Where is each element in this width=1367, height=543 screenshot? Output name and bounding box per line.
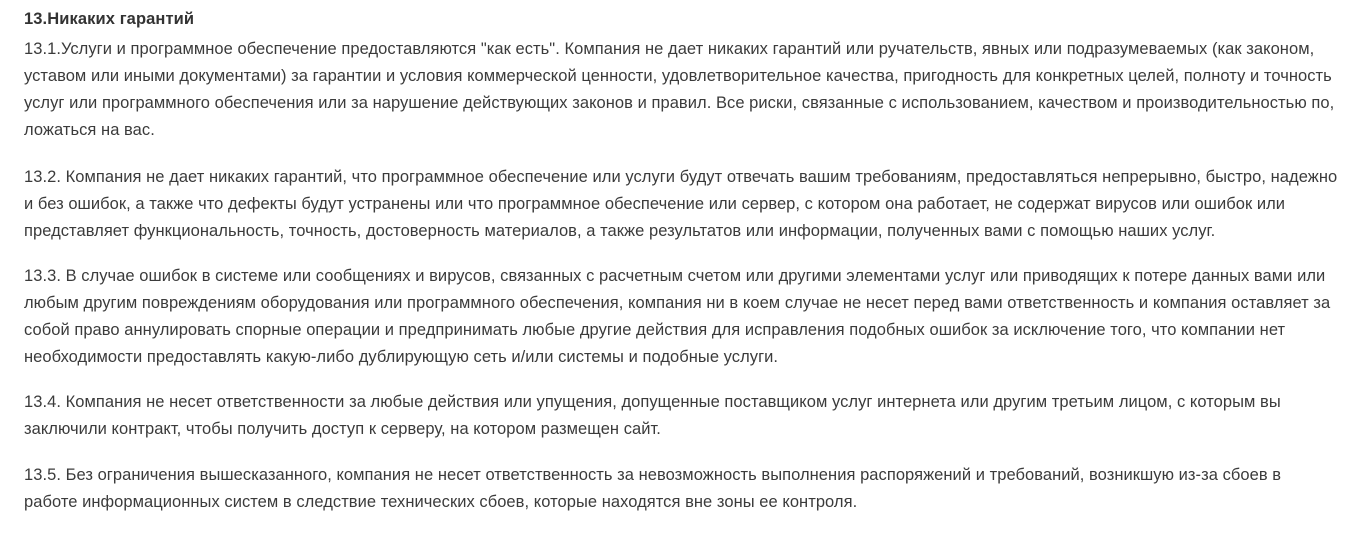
clause-13-2: 13.2. Компания не дает никаких гарантий, что программное обеспечение или услуги будут отвечать вашим требованиям, предоставляться непрерывно, быстро, надежно и без ошибок, а также что дефекты будут устранены или что программное обеспечение или сервер, с котором она работает, не содержат вирусов или ошибок или представляет функциональность, точность, достоверность материалов, а также результатов или информации, полученных вами с помощью наших услуг. <box>24 168 1338 241</box>
page-title: 13.Никаких гарантий <box>24 10 195 28</box>
clause-13-3: 13.3. В случае ошибок в системе или сообщениях и вирусов, связанных с расчетным счетом или другими элементами услуг или приводящих к потере данных вами или любым другим повреждениям оборудования или программного обеспечения, компания ни в коем случае не несет перед вами ответственность и компания оставляет за собой право аннулировать спорные операции и предпринимать любые другие действия для исправления подобных ошибок за исключение того, что компании нет необходимости предоставлять какую-либо дублирующую сеть и/или системы и подобные услуги. <box>24 267 1331 367</box>
clause-13-1: 13.1.Услуги и программное обеспечение предоставляются "как есть". Компания не дает никаких гарантий или ручательств, явных или подразумеваемых (как законом, уставом или иными документами) за гарантии и условия коммерческой ценности, удовлетворительное качества, пригодность для конкретных целей, полноту и точность услуг или программного обеспечения или за нарушение действующих законов и правил. Все риски, связанные с использованием, качеством и производительностью по, ложаться на вас. <box>24 39 1335 140</box>
clause-13-5: 13.5. Без ограничения вышесказанного, компания не несет ответственность за невозможность выполнения распоряжений и требований, возникшую из-за сбоев в работе информационных систем в следствие технических сбоев, которые находятся вне зоны ее контроля. <box>24 465 1282 511</box>
clause-13-4: 13.4. Компания не несет ответственности за любые действия или упущения, допущенные поставщиком услуг интернета или другим третьим лицом, с которым вы заключили контракт, чтобы получить доступ к серверу, на котором размещен сайт. <box>24 393 1281 439</box>
